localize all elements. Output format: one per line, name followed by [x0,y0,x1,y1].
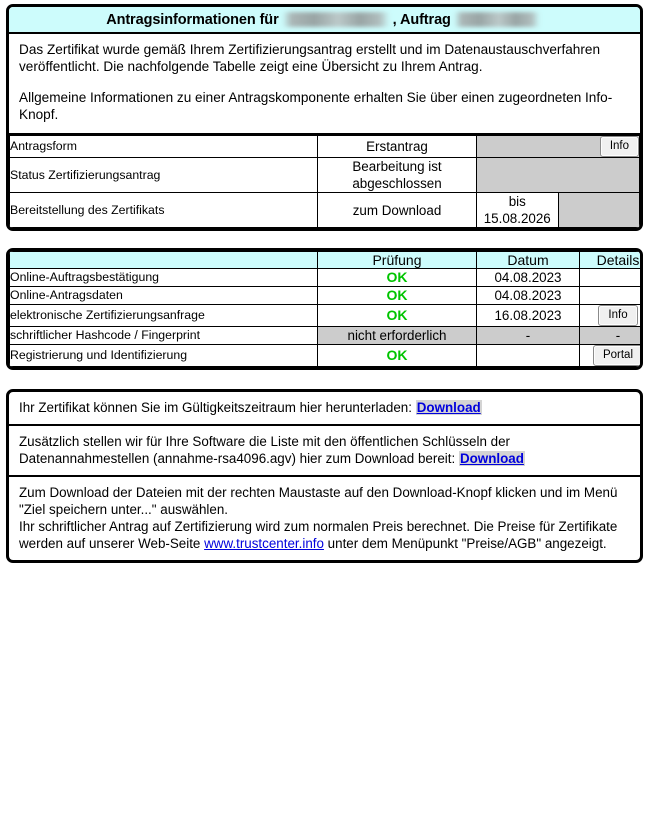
column-header-label [10,252,318,269]
row-date [477,345,580,367]
column-header-date: Datum [477,252,580,269]
intro-paragraph-2: Allgemeine Informationen zu einer Antragskomponente erhalten Sie über einen zugeordneten Info-Knopf. [19,90,613,122]
row-date: 04.08.2023 [477,287,580,305]
page-title-prefix: Antragsinformationen für [106,11,279,28]
status-badge: OK [386,307,408,323]
row-check-status [318,269,477,287]
row-value: zum Download [318,193,477,228]
status-badge: OK [386,347,408,363]
portal-button[interactable]: Portal [593,345,643,366]
row-value: Bearbeitung ist abgeschlossen [318,158,477,193]
note-pricing-text-after: unter dem Menüpunkt "Preise/AGB" angezeigt. [327,536,607,551]
intro-text [9,34,640,133]
info-button[interactable]: Info [600,136,639,157]
check-status-panel [6,248,643,370]
row-empty-cell [558,193,640,228]
check-table [9,251,643,367]
row-action-cell [477,135,640,158]
note-instruction-line: Zum Download der Dateien mit der rechten Maustaste auf den Download-Knopf klicken und im Menü "Ziel speichern unter..." auswählen. [19,485,618,517]
column-header-details: Details [580,252,644,269]
intro-paragraph-1: Das Zertifikat wurde gemäß Ihrem Zertifizierungsantrag erstellt und im Datenaustauschverfahren veröffentlicht. Die nachfolgende Tabelle zeigt eine Übersicht zu Ihrem Antrag. [19,42,601,74]
table-row [10,269,644,287]
row-check-status [318,305,477,327]
row-value: Erstantrag [318,135,477,158]
status-badge: OK [386,287,408,303]
page-title-middle: , Auftrag [392,11,451,28]
column-header-check: Prüfung [318,252,477,269]
publickeys-download-link[interactable]: Download [459,451,524,466]
row-label: Registrierung und Identifizierung [10,345,318,367]
row-label: Online-Auftragsbestätigung [10,269,318,287]
row-details-cell [580,305,644,327]
row-details-cell [580,287,644,305]
page-title [9,7,640,34]
application-table [9,133,640,228]
note-download-instructions [9,475,640,560]
row-label: Status Zertifizierungsantrag [10,158,318,193]
row-label: elektronische Zertifizierungsanfrage [10,305,318,327]
table-row [10,287,644,305]
row-label: Antragsform [10,135,318,158]
certificate-download-link[interactable]: Download [416,400,481,415]
row-details-cell [580,269,644,287]
row-details-cell [580,345,644,367]
download-notes-panel [6,389,643,563]
row-date: - [477,327,580,345]
table-row [10,193,640,228]
note-certificate-download [9,392,640,424]
row-date: 16.08.2023 [477,305,580,327]
redacted-customer-name [282,12,390,27]
row-label: schriftlicher Hashcode / Fingerprint [10,327,318,345]
row-check-status [318,345,477,367]
row-check-status [318,287,477,305]
panel-spacer [6,370,643,389]
note-text: Ihr Zertifikat können Sie im Gültigkeitszeitraum hier herunterladen: [19,400,412,415]
row-date: 04.08.2023 [477,269,580,287]
table-row [10,305,644,327]
trustcenter-website-link[interactable]: www.trustcenter.info [204,536,324,551]
table-header-row [10,252,644,269]
row-extra-value: bis 15.08.2026 [477,193,559,228]
status-badge: OK [386,269,408,285]
redacted-order-number [454,12,540,27]
row-empty-cell [477,158,640,193]
info-button[interactable]: Info [598,305,637,326]
table-row [10,345,644,367]
note-publickeys-download [9,424,640,475]
note-pricing-text-before: Ihr schriftlicher Antrag auf Zertifizierung wird zum normalen Preis berechnet. Die Preise für Zertifikate werden auf unserer Web-Seite [19,519,618,551]
table-row [10,158,640,193]
note-text: Zusätzlich stellen wir für Ihre Software die Liste mit den öffentlichen Schlüsseln der Datenannahmestellen (annahme-rsa4096.agv) hier zum Download bereit: [19,434,510,466]
panel-spacer [6,231,643,248]
row-label: Bereitstellung des Zertifikats [10,193,318,228]
table-row [10,135,640,158]
application-info-panel [6,4,643,231]
row-details-cell: - [580,327,644,345]
row-label: Online-Antragsdaten [10,287,318,305]
table-row [10,327,644,345]
row-check-status: nicht erforderlich [318,327,477,345]
